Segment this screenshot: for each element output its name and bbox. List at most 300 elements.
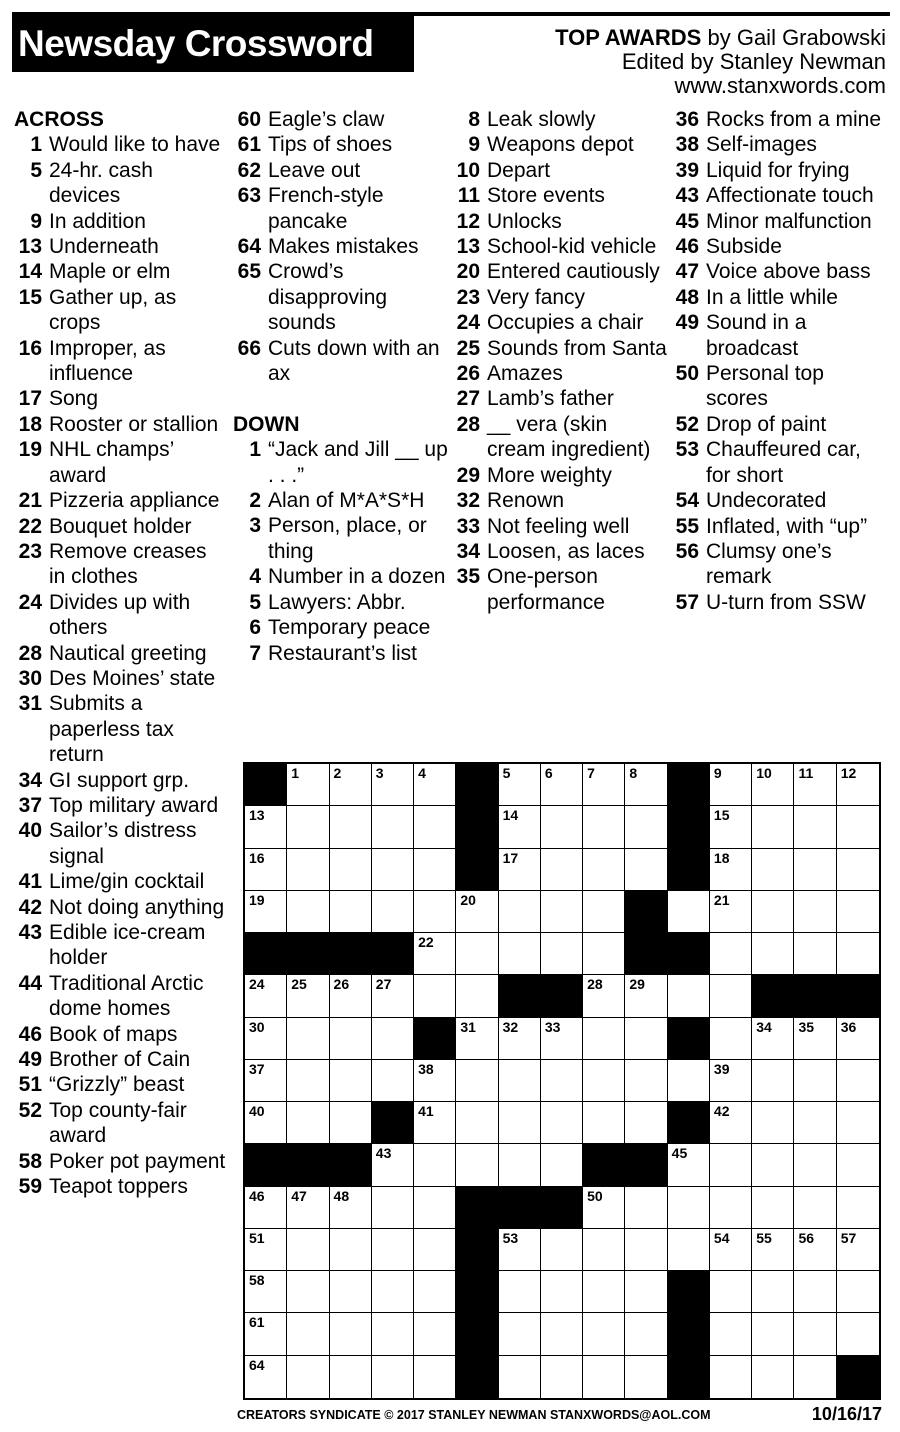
- clue-number: 34: [456, 539, 480, 563]
- grid-cell[interactable]: [625, 1313, 667, 1355]
- grid-block: [625, 891, 667, 933]
- grid-cell[interactable]: [414, 975, 456, 1017]
- clue-number: 20: [456, 260, 480, 284]
- clue-number: 13: [18, 235, 42, 259]
- cell-number: 46: [249, 1187, 265, 1204]
- cell-number: 57: [840, 1229, 857, 1246]
- grid-cell[interactable]: [794, 933, 836, 975]
- grid-cell[interactable]: [794, 1313, 836, 1355]
- grid-cell[interactable]: [625, 849, 667, 891]
- clue-text: Store events: [487, 184, 605, 208]
- cell-number: 16: [249, 849, 265, 866]
- cell-number: 14: [502, 807, 519, 824]
- grid-cell[interactable]: [710, 1018, 752, 1060]
- grid-cell[interactable]: [625, 1271, 667, 1313]
- grid-cell[interactable]: [372, 806, 414, 848]
- grid-cell[interactable]: [752, 1144, 794, 1186]
- cell-number: 37: [249, 1060, 265, 1077]
- grid-cell[interactable]: [837, 764, 879, 806]
- grid-cell[interactable]: [837, 1187, 879, 1229]
- grid-cell[interactable]: [414, 1356, 456, 1398]
- clue-text: Traditional Arctic dome homes: [49, 971, 204, 1021]
- grid-cell[interactable]: [794, 806, 836, 848]
- grid-cell[interactable]: [710, 1356, 752, 1398]
- clue-number: 65: [237, 260, 261, 284]
- across-clue: [14, 514, 228, 539]
- theme-title: TOP AWARDS: [555, 25, 702, 50]
- grid-cell[interactable]: [837, 1229, 879, 1271]
- clue-text: Personal top scores: [706, 362, 824, 411]
- clue-number: 25: [456, 336, 480, 360]
- grid-cell[interactable]: [837, 933, 879, 975]
- across-clue: [14, 539, 228, 590]
- grid-cell[interactable]: [794, 1356, 836, 1398]
- grid-cell[interactable]: [625, 806, 667, 848]
- down-clue: [671, 488, 886, 513]
- grid-cell[interactable]: [752, 1018, 794, 1060]
- grid-cell[interactable]: [287, 1313, 329, 1355]
- grid-cell[interactable]: [372, 1187, 414, 1229]
- grid-cell[interactable]: [752, 1271, 794, 1313]
- grid-cell[interactable]: [710, 764, 752, 806]
- grid-cell[interactable]: [372, 764, 414, 806]
- grid-cell[interactable]: [245, 1356, 287, 1398]
- cell-number: 12: [840, 765, 857, 781]
- grid-cell[interactable]: [372, 1229, 414, 1271]
- grid-cell[interactable]: [625, 764, 667, 806]
- grid-cell[interactable]: [710, 1229, 752, 1271]
- grid-block: [625, 1144, 667, 1186]
- cell-number: 40: [249, 1103, 265, 1120]
- grid-cell[interactable]: [499, 1060, 541, 1102]
- grid-cell[interactable]: [499, 1018, 541, 1060]
- grid-cell[interactable]: [752, 849, 794, 891]
- down-clue: [671, 183, 886, 208]
- footer-credit: CREATORS SYNDICATE © 2017 STANLEY NEWMAN STANXWORDS@AOL.COM: [237, 1408, 711, 1422]
- grid-cell[interactable]: [245, 1102, 287, 1144]
- grid-cell[interactable]: [583, 933, 625, 975]
- grid-cell[interactable]: [245, 806, 287, 848]
- grid-block: [668, 933, 710, 975]
- grid-cell[interactable]: [414, 1060, 456, 1102]
- grid-cell[interactable]: [583, 1102, 625, 1144]
- grid-cell[interactable]: [668, 1144, 710, 1186]
- clue-number: 34: [18, 768, 42, 792]
- grid-cell[interactable]: [752, 1060, 794, 1102]
- grid-block: [668, 1102, 710, 1144]
- grid-cell[interactable]: [837, 1144, 879, 1186]
- grid-cell[interactable]: [245, 1018, 287, 1060]
- clue-number: 49: [675, 311, 699, 335]
- grid-cell[interactable]: [794, 1271, 836, 1313]
- grid-cell[interactable]: [794, 1144, 836, 1186]
- cell-number: 58: [249, 1272, 265, 1289]
- clue-number: 62: [237, 158, 261, 182]
- grid-cell[interactable]: [456, 1144, 498, 1186]
- clue-number: 27: [456, 387, 480, 411]
- grid-cell[interactable]: [287, 764, 329, 806]
- clue-number: 9: [468, 133, 480, 157]
- grid-cell[interactable]: [541, 849, 583, 891]
- grid-cell[interactable]: [330, 1018, 372, 1060]
- clue-number: 61: [237, 133, 261, 157]
- across-clue: [233, 158, 448, 183]
- down-clue: [671, 590, 886, 615]
- grid-cell[interactable]: [456, 975, 498, 1017]
- clue-text: Voice above bass: [706, 260, 871, 284]
- down-clue: [233, 513, 448, 564]
- grid-cell[interactable]: [499, 891, 541, 933]
- grid-cell[interactable]: [752, 933, 794, 975]
- grid-block: [668, 806, 710, 848]
- across-clue: [14, 920, 228, 971]
- grid-cell[interactable]: [794, 1229, 836, 1271]
- grid-cell[interactable]: [330, 1229, 372, 1271]
- grid-cell[interactable]: [245, 1060, 287, 1102]
- grid-cell[interactable]: [456, 1060, 498, 1102]
- grid-cell[interactable]: [668, 1187, 710, 1229]
- grid-cell[interactable]: [414, 1229, 456, 1271]
- grid-cell[interactable]: [837, 1018, 879, 1060]
- grid-cell[interactable]: [837, 806, 879, 848]
- grid-cell[interactable]: [541, 891, 583, 933]
- grid-cell[interactable]: [794, 1060, 836, 1102]
- clue-text: Number in a dozen: [268, 565, 446, 589]
- grid-cell[interactable]: [837, 1313, 879, 1355]
- crossword-grid: [243, 762, 881, 1400]
- grid-cell[interactable]: [752, 1187, 794, 1229]
- cell-number: 1: [291, 765, 300, 781]
- grid-cell[interactable]: [583, 1229, 625, 1271]
- clue-text: Makes mistakes: [268, 235, 419, 259]
- grid-cell[interactable]: [794, 1102, 836, 1144]
- grid-cell[interactable]: [668, 1060, 710, 1102]
- across-clue: [14, 132, 228, 157]
- grid-cell[interactable]: [287, 1018, 329, 1060]
- grid-cell[interactable]: [752, 1356, 794, 1398]
- clue-number: 56: [675, 539, 699, 563]
- grid-cell[interactable]: [330, 891, 372, 933]
- grid-block: [372, 1102, 414, 1144]
- grid-cell[interactable]: [837, 849, 879, 891]
- grid-cell[interactable]: [794, 849, 836, 891]
- grid-block: [499, 1187, 541, 1229]
- cell-number: 3: [375, 765, 384, 781]
- grid-cell[interactable]: [414, 764, 456, 806]
- grid-cell[interactable]: [245, 1187, 287, 1229]
- website-link[interactable]: www.stanxwords.com: [674, 73, 886, 98]
- grid-cell[interactable]: [499, 849, 541, 891]
- across-clue: [233, 132, 448, 157]
- cell-number: 4: [418, 765, 426, 781]
- grid-cell[interactable]: [287, 1187, 329, 1229]
- grid-cell[interactable]: [752, 891, 794, 933]
- grid-cell[interactable]: [710, 891, 752, 933]
- clue-text: “Grizzly” beast: [49, 1073, 185, 1097]
- across_heading-heading: ACROSS: [14, 108, 104, 131]
- grid-cell[interactable]: [837, 1060, 879, 1102]
- grid-cell[interactable]: [287, 1356, 329, 1398]
- grid-cell[interactable]: [499, 1271, 541, 1313]
- grid-cell[interactable]: [287, 806, 329, 848]
- grid-cell[interactable]: [541, 806, 583, 848]
- grid-cell[interactable]: [456, 1102, 498, 1144]
- grid-cell[interactable]: [541, 1018, 583, 1060]
- grid-cell[interactable]: [414, 1271, 456, 1313]
- grid-cell[interactable]: [583, 1060, 625, 1102]
- grid-block: [668, 1313, 710, 1355]
- down-clue: [671, 285, 886, 310]
- clue-text: 24-hr. cash devices: [49, 158, 153, 208]
- down-clue: [233, 641, 448, 666]
- grid-cell[interactable]: [625, 1187, 667, 1229]
- clue-text: Chauffeured car, for short: [706, 438, 861, 487]
- grid-cell[interactable]: [499, 1313, 541, 1355]
- grid-cell[interactable]: [668, 1229, 710, 1271]
- cell-number: 18: [713, 849, 730, 866]
- grid-cell[interactable]: [414, 806, 456, 848]
- grid-cell[interactable]: [330, 1187, 372, 1229]
- grid-cell[interactable]: [499, 1229, 541, 1271]
- clue-number: 1: [30, 133, 42, 157]
- cell-number: 56: [798, 1229, 815, 1246]
- grid-cell[interactable]: [245, 1271, 287, 1313]
- grid-cell[interactable]: [710, 1271, 752, 1313]
- grid-block: [456, 1356, 498, 1398]
- cell-number: 52: [460, 1229, 476, 1246]
- clue-number: 16: [18, 336, 42, 360]
- grid-cell[interactable]: [541, 1060, 583, 1102]
- grid-cell[interactable]: [583, 1187, 625, 1229]
- clue-text: Drop of paint: [706, 412, 827, 436]
- grid-cell[interactable]: [710, 806, 752, 848]
- grid-cell[interactable]: [625, 1356, 667, 1398]
- grid-cell[interactable]: [668, 891, 710, 933]
- grid-cell[interactable]: [414, 891, 456, 933]
- grid-cell[interactable]: [287, 1060, 329, 1102]
- grid-cell[interactable]: [541, 1356, 583, 1398]
- clue-number: 19: [18, 438, 42, 462]
- grid-cell[interactable]: [625, 1102, 667, 1144]
- grid-cell[interactable]: [710, 1060, 752, 1102]
- grid-cell[interactable]: [499, 1144, 541, 1186]
- cell-number: 55: [756, 1229, 772, 1246]
- grid-cell[interactable]: [372, 975, 414, 1017]
- grid-cell[interactable]: [583, 806, 625, 848]
- clue-text: Leak slowly: [487, 108, 596, 131]
- grid-cell[interactable]: [245, 975, 287, 1017]
- grid-cell[interactable]: [372, 1060, 414, 1102]
- grid-cell[interactable]: [372, 891, 414, 933]
- grid-cell[interactable]: [330, 1102, 372, 1144]
- cell-number: 59: [460, 1272, 476, 1289]
- grid-cell[interactable]: [499, 1356, 541, 1398]
- grid-cell[interactable]: [837, 891, 879, 933]
- grid-cell[interactable]: [541, 1102, 583, 1144]
- grid-cell[interactable]: [583, 891, 625, 933]
- down-clue: [233, 488, 448, 513]
- clue-text: Rooster or stallion: [49, 412, 219, 436]
- grid-cell[interactable]: [287, 975, 329, 1017]
- grid-cell[interactable]: [499, 806, 541, 848]
- cell-number: 10: [756, 765, 772, 781]
- clue-text: Poker pot payment: [49, 1149, 226, 1173]
- grid-cell[interactable]: [330, 1356, 372, 1398]
- grid-cell[interactable]: [287, 1229, 329, 1271]
- cell-number: 15: [713, 807, 730, 824]
- cell-number: 9: [713, 765, 722, 781]
- cell-number: 27: [375, 976, 392, 993]
- grid-cell[interactable]: [752, 806, 794, 848]
- grid-cell[interactable]: [625, 975, 667, 1017]
- grid-cell[interactable]: [456, 933, 498, 975]
- grid-cell[interactable]: [414, 1313, 456, 1355]
- clue-text: Remove creases in clothes: [49, 539, 207, 589]
- grid-cell[interactable]: [245, 1313, 287, 1355]
- grid-cell[interactable]: [499, 1102, 541, 1144]
- down-clue: [452, 259, 667, 284]
- grid-cell[interactable]: [287, 891, 329, 933]
- clue-text: Leave out: [268, 158, 361, 182]
- grid-cell[interactable]: [583, 764, 625, 806]
- clue-text: Lamb’s father: [487, 387, 614, 411]
- grid-cell[interactable]: [287, 1102, 329, 1144]
- grid-cell[interactable]: [245, 849, 287, 891]
- grid-cell[interactable]: [330, 975, 372, 1017]
- grid-cell[interactable]: [414, 1187, 456, 1229]
- grid-cell[interactable]: [330, 849, 372, 891]
- grid-cell[interactable]: [710, 1144, 752, 1186]
- across-clue: [14, 386, 228, 411]
- clue-number: 63: [237, 184, 261, 208]
- grid-cell[interactable]: [837, 1271, 879, 1313]
- cell-number: 51: [249, 1229, 265, 1246]
- grid-cell[interactable]: [372, 1018, 414, 1060]
- grid-cell[interactable]: [794, 1018, 836, 1060]
- grid-block: [541, 975, 583, 1017]
- grid-cell[interactable]: [245, 891, 287, 933]
- grid-cell[interactable]: [752, 1102, 794, 1144]
- grid-cell[interactable]: [668, 975, 710, 1017]
- grid-cell[interactable]: [583, 849, 625, 891]
- grid-cell[interactable]: [837, 1102, 879, 1144]
- grid-cell[interactable]: [710, 1102, 752, 1144]
- grid-cell[interactable]: [414, 849, 456, 891]
- grid-cell[interactable]: [245, 1229, 287, 1271]
- clue-number: 30: [18, 666, 42, 690]
- grid-cell[interactable]: [794, 764, 836, 806]
- grid-cell[interactable]: [541, 1144, 583, 1186]
- grid-cell[interactable]: [414, 1144, 456, 1186]
- across-clue: [14, 1047, 228, 1072]
- clue-number: 46: [675, 235, 699, 259]
- down-clue: [671, 310, 886, 361]
- clue-column-2: [233, 107, 448, 666]
- grid-cell[interactable]: [372, 1271, 414, 1313]
- grid-cell[interactable]: [541, 764, 583, 806]
- grid-cell[interactable]: [752, 764, 794, 806]
- down-clue: [233, 615, 448, 640]
- grid-cell[interactable]: [372, 1356, 414, 1398]
- clue-number: 33: [456, 514, 480, 538]
- grid-cell[interactable]: [583, 1018, 625, 1060]
- grid-cell[interactable]: [330, 1271, 372, 1313]
- grid-cell[interactable]: [541, 933, 583, 975]
- grid-cell[interactable]: [625, 1060, 667, 1102]
- grid-cell[interactable]: [330, 806, 372, 848]
- across-clue: [14, 437, 228, 488]
- grid-cell[interactable]: [287, 1271, 329, 1313]
- clue-number: 29: [456, 463, 480, 487]
- cell-number: 65: [460, 1356, 476, 1373]
- clue-number: 23: [456, 285, 480, 309]
- grid-cell[interactable]: [710, 1187, 752, 1229]
- grid-cell[interactable]: [456, 1018, 498, 1060]
- down-clue: [671, 259, 886, 284]
- grid-cell[interactable]: [541, 1271, 583, 1313]
- clue-text: Not doing anything: [49, 895, 225, 919]
- grid-block: [287, 933, 329, 975]
- grid-cell[interactable]: [330, 764, 372, 806]
- clue-number: 31: [18, 692, 42, 716]
- grid-cell[interactable]: [752, 1313, 794, 1355]
- grid-cell[interactable]: [541, 1313, 583, 1355]
- grid-block: [668, 764, 710, 806]
- clue-text: Cuts down with an ax: [268, 336, 440, 386]
- grid-cell[interactable]: [710, 933, 752, 975]
- clue-text: Unlocks: [487, 209, 562, 233]
- grid-cell[interactable]: [583, 1271, 625, 1313]
- grid-cell[interactable]: [794, 891, 836, 933]
- clue-text: Minor malfunction: [706, 209, 872, 233]
- grid-cell[interactable]: [541, 1229, 583, 1271]
- grid-cell[interactable]: [372, 849, 414, 891]
- grid-cell[interactable]: [414, 933, 456, 975]
- grid-cell[interactable]: [710, 849, 752, 891]
- down-clue: [671, 539, 886, 590]
- across-clue: [14, 590, 228, 641]
- grid-cell[interactable]: [794, 1187, 836, 1229]
- clue-text: One-person performance: [487, 565, 605, 614]
- grid-cell[interactable]: [752, 1229, 794, 1271]
- grid-cell[interactable]: [499, 764, 541, 806]
- grid-cell[interactable]: [710, 975, 752, 1017]
- down-clue: [452, 564, 667, 615]
- grid-cell[interactable]: [583, 975, 625, 1017]
- clue-text: Crowd’s disapproving sounds: [268, 260, 388, 335]
- grid-cell[interactable]: [287, 849, 329, 891]
- clue-text: Submits a paperless tax return: [49, 692, 174, 767]
- grid-cell[interactable]: [625, 1018, 667, 1060]
- down-clue: [452, 158, 667, 183]
- clue-text: Amazes: [487, 362, 563, 386]
- grid-block: [245, 933, 287, 975]
- down-clue: [452, 234, 667, 259]
- grid-cell[interactable]: [372, 1313, 414, 1355]
- grid-cell[interactable]: [414, 1102, 456, 1144]
- grid-cell[interactable]: [499, 933, 541, 975]
- grid-cell[interactable]: [456, 891, 498, 933]
- across-clue: [14, 793, 228, 818]
- grid-cell[interactable]: [372, 1144, 414, 1186]
- grid-cell[interactable]: [330, 1060, 372, 1102]
- grid-cell[interactable]: [710, 1313, 752, 1355]
- clue-column-1: [14, 107, 228, 1199]
- grid-cell[interactable]: [583, 1313, 625, 1355]
- grid-cell[interactable]: [330, 1313, 372, 1355]
- grid-cell[interactable]: [583, 1356, 625, 1398]
- grid-cell[interactable]: [625, 1229, 667, 1271]
